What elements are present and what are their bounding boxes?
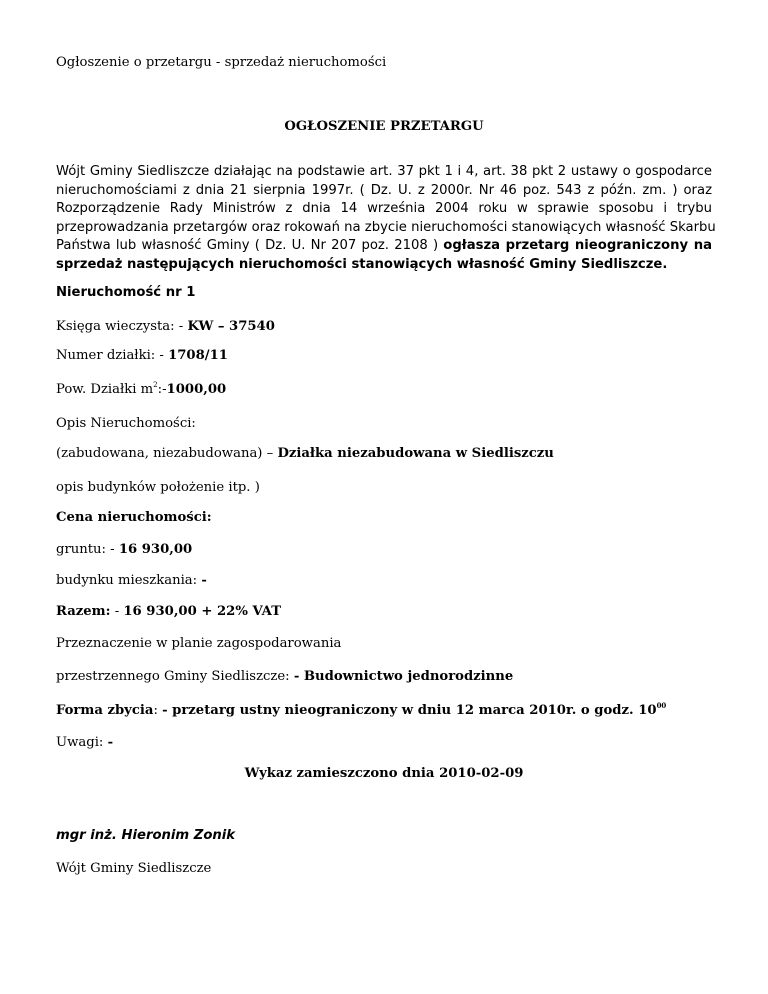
built-status-value: Działka niezabudowana w Siedliszczu (277, 446, 554, 461)
sale-form-label: Forma zbycia (56, 703, 154, 718)
land-price-row (56, 542, 192, 558)
sale-form-value: - przetarg ustny nieograniczony w dniu 12 marca 2010r. o godz. 10 (162, 703, 657, 718)
total-row (56, 604, 281, 620)
built-status-row (56, 446, 554, 462)
intro-paragraph (56, 163, 716, 275)
publication-date: Wykaz zamieszczono dnia 2010-02-09 (244, 766, 524, 781)
sale-form-colon: : (153, 703, 163, 718)
plot-area-label: Pow. Działki m (56, 382, 154, 397)
total-value: 16 930,00 + 22% VAT (123, 604, 282, 619)
total-separator: - (110, 604, 124, 619)
plot-area-row (56, 382, 226, 398)
building-price-row (56, 573, 207, 589)
intro-line: przeprowadzania przetargów oraz rokowań na zbycie nieruchomości stanowiących własność Skarbu (56, 219, 716, 235)
land-price-value: 16 930,00 (118, 542, 193, 557)
remarks-label: Uwagi: (56, 735, 108, 750)
land-price-label: gruntu: - (56, 542, 119, 557)
land-register-row (56, 319, 275, 335)
plot-area-separator: :- (157, 382, 167, 397)
description-label: Opis Nieruchomości: (56, 416, 196, 431)
zoning-value: - Budownictwo jednorodzinne (293, 669, 514, 684)
plot-number-label: Numer działki: - (56, 348, 169, 363)
remarks-row (56, 735, 113, 751)
intro-text: Państwa lub własność Gminy ( Dz. U. Nr 207 poz. 2108 ) (56, 238, 439, 254)
sale-form-time-sup: 00 (656, 701, 667, 710)
building-price-label: budynku mieszkania: (56, 573, 202, 588)
zoning-label: przestrzennego Gminy Siedliszcze: (56, 669, 294, 684)
built-status-label: (zabudowana, niezabudowana) – (56, 446, 278, 461)
plot-area-unit-sup: 2 (153, 381, 158, 389)
total-label: Razem: (56, 604, 111, 619)
land-register-label: Księga wieczysta: - (56, 319, 188, 334)
zoning-line-1: Przeznaczenie w planie zagospodarowania (56, 636, 342, 651)
zoning-row (56, 669, 513, 685)
building-description: opis budynków położenie itp. ) (56, 480, 260, 495)
intro-bold-text: ogłasza przetarg nieograniczony na (443, 238, 712, 254)
land-register-value: KW – 37540 (187, 319, 275, 334)
plot-number-value: 1708/11 (168, 348, 228, 363)
intro-line (56, 237, 712, 256)
property-title: Nieruchomość nr 1 (56, 285, 196, 300)
announcement-heading: OGŁOSZENIE PRZETARGU (284, 119, 484, 134)
intro-line: nieruchomościami z dnia 21 sierpnia 1997r. ( Dz. U. z 2000r. Nr 46 poz. 543 z późn. zm. ) oraz (56, 182, 712, 198)
intro-line: Rozporządzenie Rady Ministrów z dnia 14 września 2004 roku w sprawie sposobu i trybu (56, 201, 712, 217)
intro-line: Wójt Gminy Siedliszcze działając na podstawie art. 37 pkt 1 i 4, art. 38 pkt 2 ustawy o gospodarce (56, 164, 712, 179)
intro-line (56, 256, 712, 275)
remarks-value: - (107, 735, 114, 750)
document-title: Ogłoszenie o przetargu - sprzedaż nieruchomości (56, 55, 387, 70)
plot-area-value: 1000,00 (166, 382, 227, 397)
signer-role: Wójt Gminy Siedliszcze (56, 861, 212, 876)
sale-form-row (56, 703, 666, 719)
plot-number-row (56, 348, 228, 364)
building-price-value: - (201, 573, 207, 588)
signer-name: mgr inż. Hieronim Zonik (56, 828, 236, 843)
intro-bold-text: sprzedaż następujących nieruchomości stanowiących własność Gminy Siedliszcze. (56, 256, 668, 272)
price-title: Cena nieruchomości: (56, 510, 212, 525)
